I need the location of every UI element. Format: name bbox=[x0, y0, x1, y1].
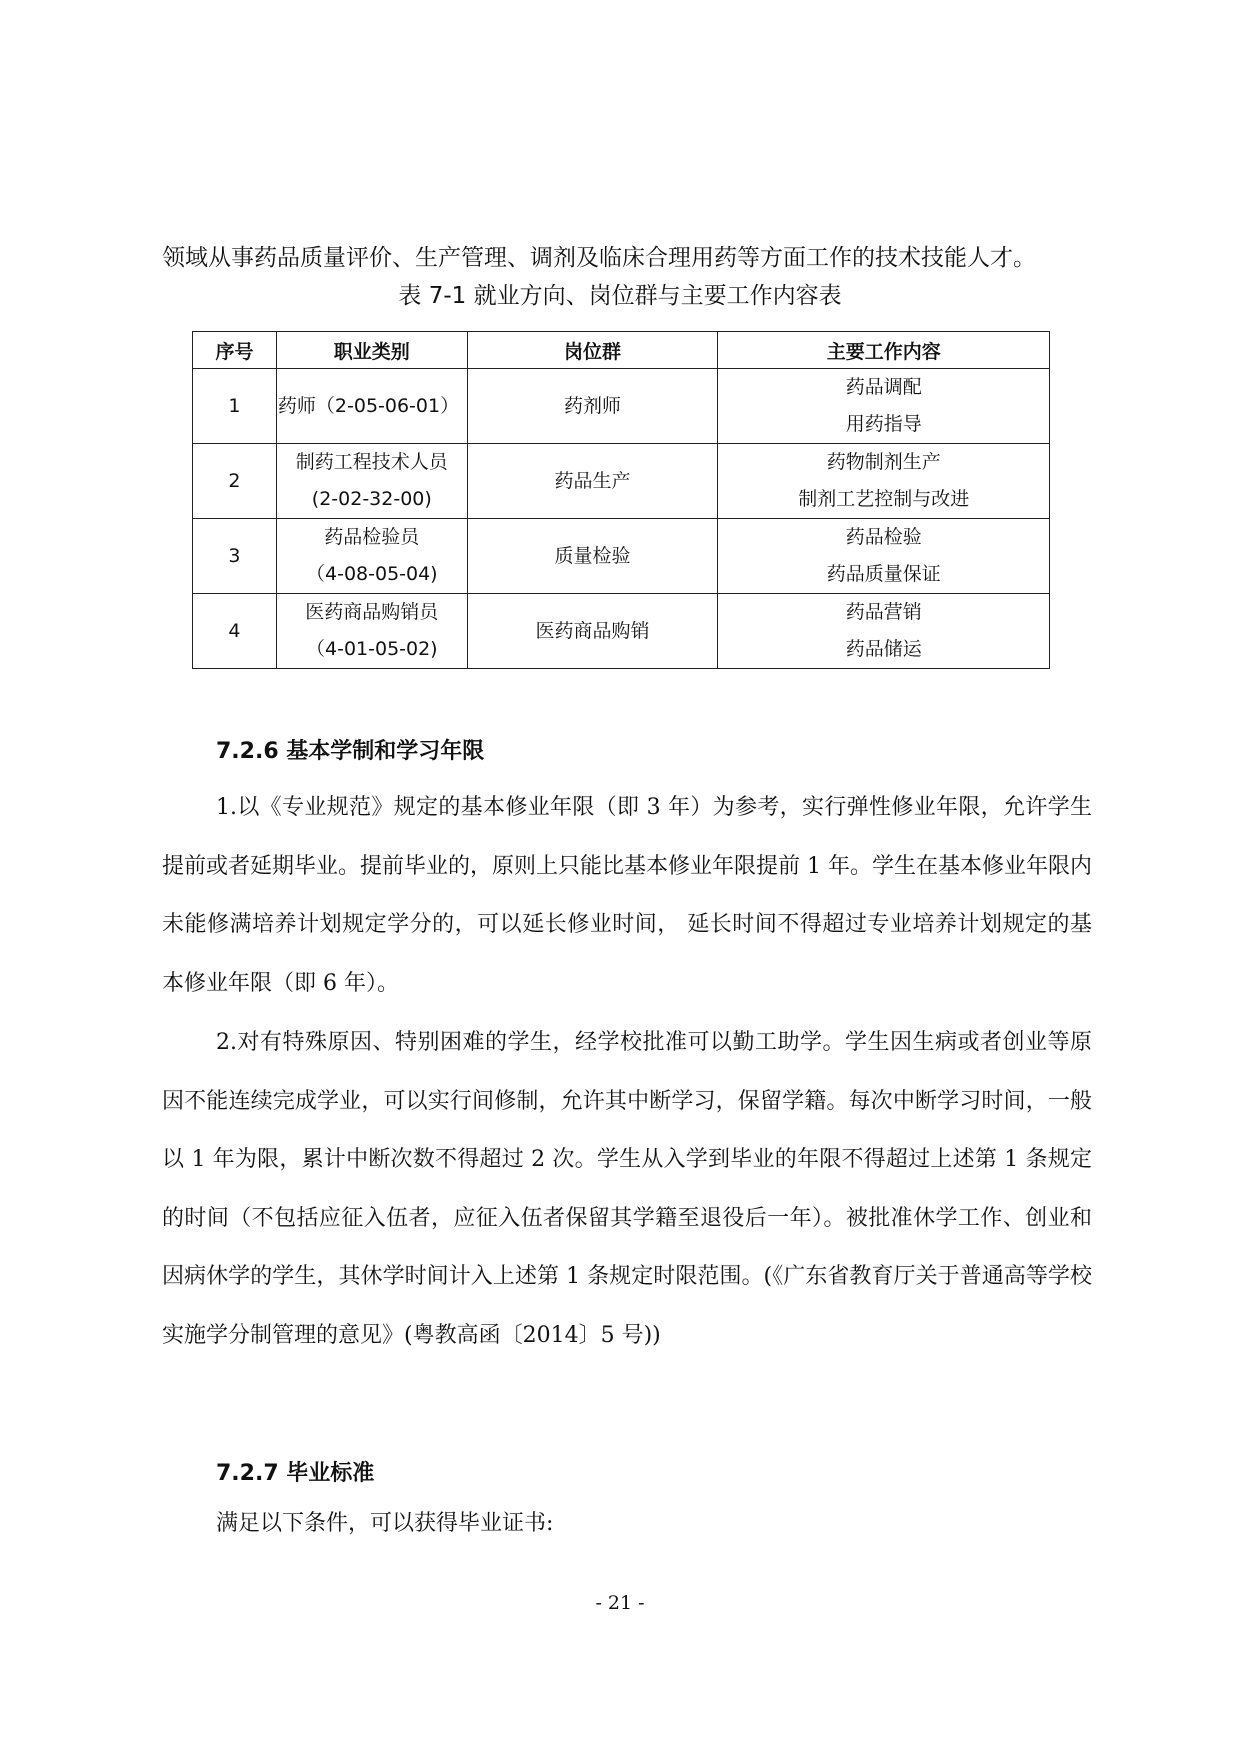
cell-group: 药品生产 bbox=[467, 444, 718, 519]
table-row bbox=[193, 369, 1050, 444]
cell-content bbox=[718, 519, 1050, 594]
paragraph-726-2: 2.对有特殊原因、特别困难的学生，经学校批准可以勤工助学。学生因生病或者创业等原因不能连续完成学业，可以实行间修制，允许其中断学习，保留学籍。每次中断学习时间，一般以 1 年为限，累计中断次数不得超过 2 次。学生从入学到毕业的年限不得超过上述第 1 条规定的时间（不包括应征入伍者，应征入伍者保留其学籍至退役后一年）。被批准休学工作、创业和因病休学的学生，其休学时间计入上述第 1 条规定时限范围。(《广东省教育厅关于普通高等学校实施学分制管理的意见》(粤教高函〔2014〕5 号)) bbox=[162, 1030, 1092, 1348]
paragraph-727-1: 满足以下条件，可以获得毕业证书: bbox=[216, 1511, 554, 1536]
cell-category bbox=[276, 444, 467, 519]
employment-table bbox=[192, 331, 1050, 669]
table-row bbox=[193, 594, 1050, 669]
category-line: 医药商品购销员 bbox=[305, 601, 439, 623]
header-no: 序号 bbox=[193, 332, 277, 369]
category-line: 制药工程技术人员 bbox=[295, 451, 448, 473]
header-category: 职业类别 bbox=[276, 332, 467, 369]
cell-category bbox=[276, 369, 467, 444]
cell-group: 药剂师 bbox=[467, 369, 718, 444]
category-line: 药品检验员 bbox=[324, 526, 420, 548]
cell-no: 3 bbox=[193, 519, 277, 594]
cell-no: 2 bbox=[193, 444, 277, 519]
intro-line: 领域从事药品质量评价、生产管理、调剂及临床合理用药等方面工作的技术技能人才。 bbox=[162, 245, 1036, 271]
content-line: 药品储运 bbox=[845, 638, 922, 660]
table-row bbox=[193, 519, 1050, 594]
section-heading-727: 7.2.7 毕业标准 bbox=[216, 1461, 375, 1486]
cell-no: 4 bbox=[193, 594, 277, 669]
cell-group: 质量检验 bbox=[467, 519, 718, 594]
header-group: 岗位群 bbox=[467, 332, 718, 369]
content-line: 用药指导 bbox=[845, 413, 922, 435]
cell-content bbox=[718, 594, 1050, 669]
paragraph-726-1: 1.以《专业规范》规定的基本修业年限（即 3 年）为参考，实行弹性修业年限，允许学生提前或者延期毕业。提前毕业的，原则上只能比基本修业年限提前 1 年。学生在基本修业年限内未能修满培养计划规定学分的，可以延长修业时间， 延长时间不得超过专业培养计划规定的基本修业年限（即 6 年）。 bbox=[162, 795, 1092, 996]
cell-group: 医药商品购销 bbox=[467, 594, 718, 669]
category-code: （4-08-05-04) bbox=[306, 563, 438, 585]
category-code: (2-02-32-00) bbox=[311, 488, 432, 510]
content-line: 药品检验 bbox=[845, 526, 922, 548]
page-number: - 21 - bbox=[595, 1592, 645, 1614]
content-line: 药物制剂生产 bbox=[826, 451, 941, 473]
content-line: 药品营销 bbox=[845, 601, 922, 623]
section-heading-726: 7.2.6 基本学制和学习年限 bbox=[216, 739, 485, 764]
cell-content bbox=[718, 369, 1050, 444]
cell-no: 1 bbox=[193, 369, 277, 444]
content-line: 制剂工艺控制与改进 bbox=[798, 488, 970, 510]
content-line: 药品质量保证 bbox=[826, 563, 941, 585]
header-content: 主要工作内容 bbox=[718, 332, 1050, 369]
content-line: 药品调配 bbox=[845, 376, 922, 398]
table-header-row bbox=[193, 332, 1050, 369]
table-row bbox=[193, 444, 1050, 519]
cell-content bbox=[718, 444, 1050, 519]
category-code: （4-01-05-02) bbox=[306, 638, 438, 660]
cell-category bbox=[276, 519, 467, 594]
cell-category bbox=[276, 594, 467, 669]
table-caption: 表 7-1 就业方向、岗位群与主要工作内容表 bbox=[398, 283, 842, 309]
category-line: 药师（2-05-06-01） bbox=[277, 394, 460, 417]
